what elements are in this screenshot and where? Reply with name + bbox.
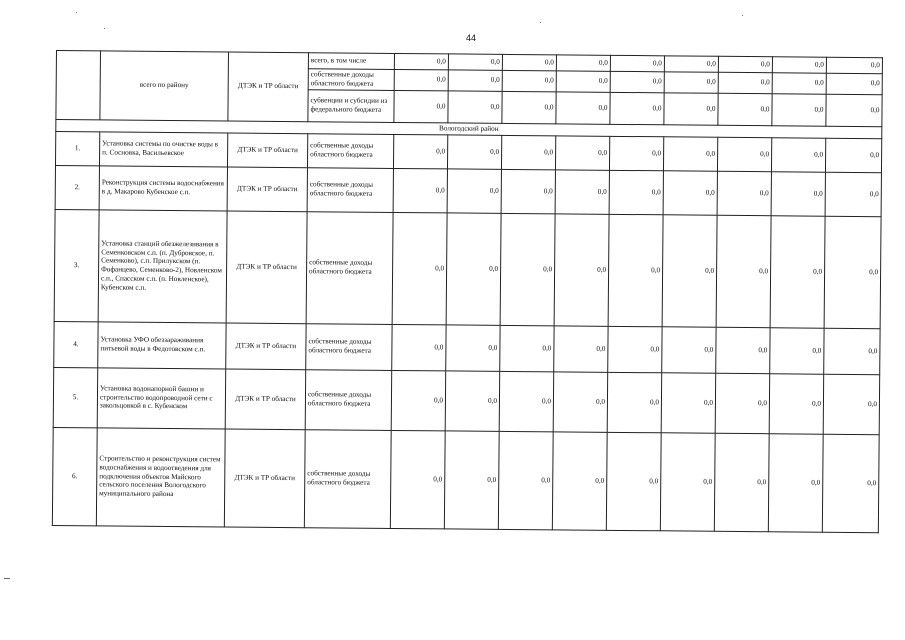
value-cell: 0,0 — [824, 328, 880, 374]
row-number-cell: 3. — [54, 209, 99, 321]
scan-speck — [104, 28, 105, 29]
value-cell: 0,0 — [610, 55, 664, 71]
table-row — [54, 321, 880, 374]
value-cell: 0,0 — [610, 71, 664, 92]
value-cell: 0,0 — [390, 430, 445, 528]
value-cell: 0,0 — [771, 171, 825, 215]
value-cell: 0,0 — [500, 325, 554, 371]
value-cell: 0,0 — [556, 71, 610, 92]
value-cell: 0,0 — [448, 70, 502, 91]
value-cell: 0,0 — [555, 135, 609, 169]
value-cell: 0,0 — [499, 371, 554, 431]
value-cell: 0,0 — [501, 135, 555, 169]
funding-source-cell: собственные доходы областного бюджета — [305, 369, 392, 430]
value-cell: 0,0 — [662, 326, 716, 372]
value-cell: 0,0 — [716, 215, 771, 327]
row-number-cell: 4. — [54, 321, 98, 367]
value-cell: 0,0 — [553, 371, 608, 431]
table-row — [55, 165, 881, 216]
value-cell: 0,0 — [502, 70, 556, 91]
value-cell: 0,0 — [770, 327, 824, 373]
value-cell: 0,0 — [555, 169, 609, 213]
value-cell: 0,0 — [502, 54, 556, 70]
funding-source-cell: собственные доходы областного бюджета — [306, 323, 392, 370]
value-cell: 0,0 — [664, 92, 718, 124]
value-cell: 0,0 — [609, 170, 663, 214]
value-cell: 0,0 — [394, 90, 448, 122]
value-cell: 0,0 — [552, 431, 607, 529]
executor-cell: ДТЭК и ТР области — [226, 211, 307, 324]
value-cell: 0,0 — [772, 57, 826, 73]
funding-source-cell: собственные доходы областного бюджета — [306, 211, 393, 324]
value-cell: 0,0 — [822, 434, 879, 532]
scan-speck — [540, 22, 541, 23]
value-cell: 0,0 — [391, 370, 446, 430]
value-cell: 0,0 — [609, 136, 663, 170]
measure-name-cell: Установка системы по очистке воды в п. Сосновка, Васильевское — [99, 131, 227, 166]
value-cell: 0,0 — [664, 72, 718, 93]
measure-name-cell: Установка станций обезжелезивания в Семенковском с.п. (п. Дубровское, п. Семенково), с.п. Прилукском (п. Фофанцево, Семенково-2), Новленском с.п., Спасском с.п. (п. Новленское), Кубенском с.п. — [98, 209, 227, 322]
value-cell: 0,0 — [826, 57, 882, 73]
value-cell: 0,0 — [769, 373, 824, 433]
value-cell: 0,0 — [714, 433, 769, 531]
value-cell: 0,0 — [715, 373, 770, 433]
value-cell: 0,0 — [554, 325, 608, 371]
value-cell: 0,0 — [393, 168, 447, 212]
table-row — [53, 367, 879, 434]
funding-source-cell: субвенции и субсидии из федерального бюджета — [308, 89, 394, 122]
value-cell: 0,0 — [607, 372, 662, 432]
value-cell: 0,0 — [718, 56, 772, 72]
margin-mark — [4, 578, 10, 579]
measure-name-cell: Установка водонапорной башни и строительство водопроводной сети с закольцовкой в с. Кубенском — [97, 367, 226, 428]
budget-table — [52, 50, 883, 533]
funding-source-cell: собственные доходы областного бюджета — [304, 429, 391, 528]
executor-cell: ДТЭК и ТР области — [225, 369, 306, 430]
value-cell: 0,0 — [447, 134, 501, 168]
row-number-cell: 2. — [55, 165, 99, 209]
value-cell: 0,0 — [502, 91, 556, 123]
value-cell: 0,0 — [448, 54, 502, 70]
district-heading: Вологодский район — [56, 119, 882, 138]
funding-source-cell: собственные доходы областного бюджета — [307, 133, 393, 168]
value-cell: 0,0 — [717, 137, 771, 171]
executor-cell: ДТЭК и ТР области — [227, 133, 307, 168]
value-cell: 0,0 — [556, 55, 610, 71]
value-cell: 0,0 — [606, 432, 661, 530]
value-cell: 0,0 — [444, 430, 499, 528]
value-cell: 0,0 — [771, 137, 825, 171]
value-cell: 0,0 — [446, 324, 500, 370]
value-cell: 0,0 — [718, 72, 772, 93]
value-cell: 0,0 — [556, 91, 610, 123]
measure-name-cell: Строительство и реконструкция систем водоснабжения и водоотведения для подключения объектов Майского сельского поселения Вологодского муниципального района — [96, 427, 225, 526]
value-cell: 0,0 — [824, 216, 881, 328]
value-cell: 0,0 — [392, 324, 446, 370]
table-body — [52, 51, 882, 533]
value-cell: 0,0 — [772, 73, 826, 94]
value-cell: 0,0 — [718, 93, 772, 125]
value-cell: 0,0 — [608, 326, 662, 372]
row-number-cell: 1. — [55, 131, 99, 165]
page-number: 44 — [466, 33, 477, 43]
value-cell: 0,0 — [664, 56, 718, 72]
value-cell: 0,0 — [768, 433, 823, 531]
value-cell: 0,0 — [448, 90, 502, 122]
value-cell: 0,0 — [662, 214, 717, 326]
value-cell: 0,0 — [447, 168, 501, 212]
value-cell: 0,0 — [660, 432, 715, 530]
value-cell: 0,0 — [825, 138, 881, 172]
value-cell: 0,0 — [772, 93, 826, 125]
executor-cell: ДТЭК и ТР области — [226, 323, 306, 370]
funding-source-cell: собственные доходы областного бюджета — [308, 69, 394, 90]
value-cell: 0,0 — [610, 92, 664, 124]
summary-name-cell: всего по району — [100, 51, 229, 121]
table-row — [52, 427, 879, 532]
value-cell: 0,0 — [826, 94, 882, 126]
value-cell: 0,0 — [554, 213, 609, 325]
funding-source-cell: всего, в том числе — [308, 53, 394, 70]
executor-cell: ДТЭК и ТР области — [224, 429, 305, 528]
value-cell: 0,0 — [394, 53, 448, 69]
value-cell: 0,0 — [393, 134, 447, 168]
value-cell: 0,0 — [392, 212, 447, 324]
executor-cell: ДТЭК и ТР области — [227, 167, 307, 212]
value-cell: 0,0 — [663, 136, 717, 170]
value-cell: 0,0 — [446, 212, 501, 324]
value-cell: 0,0 — [826, 73, 882, 94]
row-number-cell: 5. — [53, 367, 98, 427]
value-cell: 0,0 — [825, 172, 881, 216]
value-cell: 0,0 — [498, 431, 553, 529]
value-cell: 0,0 — [608, 214, 663, 326]
row-number-cell — [56, 51, 101, 120]
value-cell: 0,0 — [661, 372, 716, 432]
value-cell: 0,0 — [716, 327, 770, 373]
executor-cell: ДТЭК и ТР области — [228, 52, 309, 121]
value-cell: 0,0 — [445, 370, 500, 430]
value-cell: 0,0 — [500, 213, 555, 325]
value-cell: 0,0 — [770, 215, 825, 327]
table-row — [54, 209, 881, 328]
funding-source-cell: собственные доходы областного бюджета — [307, 167, 393, 212]
value-cell: 0,0 — [823, 374, 880, 434]
scan-speck — [742, 15, 743, 16]
value-cell: 0,0 — [394, 69, 448, 90]
row-number-cell: 6. — [52, 427, 97, 525]
measure-name-cell: Установка УФО обеззараживания питьевой воды в Федотовском с.п. — [98, 321, 226, 368]
measure-name-cell: Реконструкция системы водоснабжения в д. Макарово Кубенское с.п. — [99, 165, 227, 210]
scan-speck — [76, 12, 77, 13]
value-cell: 0,0 — [663, 170, 717, 214]
value-cell: 0,0 — [501, 169, 555, 213]
value-cell: 0,0 — [717, 171, 771, 215]
